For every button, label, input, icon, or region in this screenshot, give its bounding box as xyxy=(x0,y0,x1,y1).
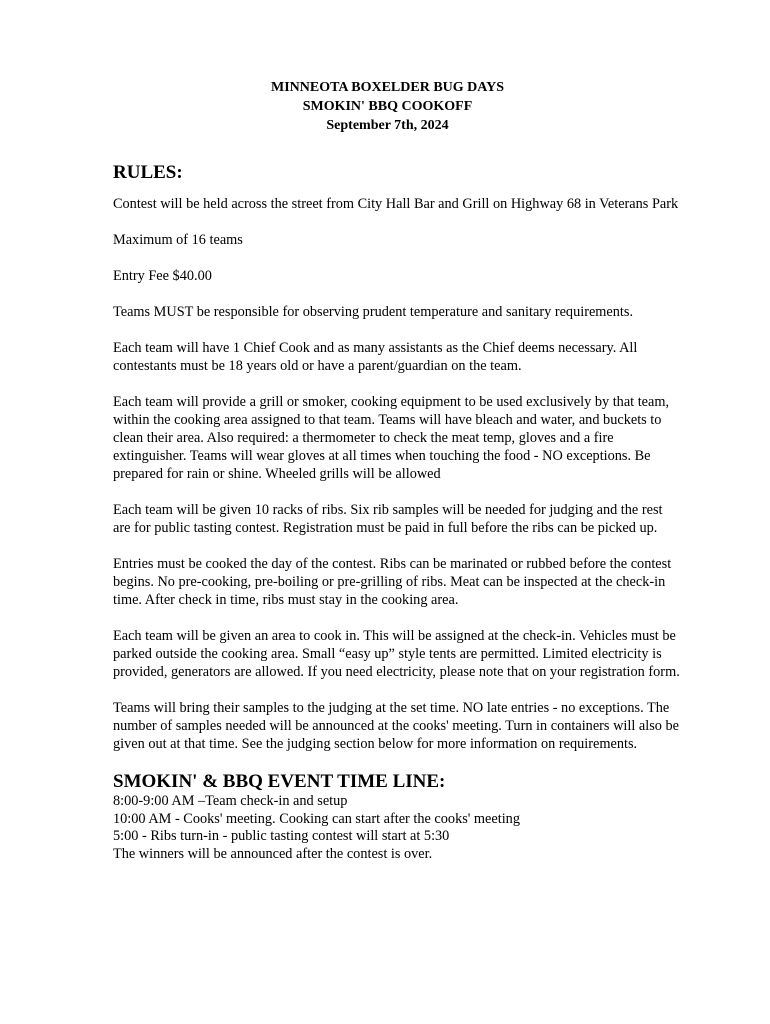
event-name: MINNEOTA BOXELDER BUG DAYS xyxy=(271,80,504,95)
rule-location: Contest will be held across the street from City Hall Bar and Grill on Highway 68 in Veterans Park xyxy=(113,196,679,212)
rule-sanitary: Teams MUST be responsible for observing prudent temperature and sanitary requirements. xyxy=(113,304,634,320)
rule-cooking-day: Entries must be cooked the day of the contest. Ribs can be marinated or rubbed before the contest begins. No pre-cooking, pre-boiling or pre-grilling of ribs. Meat can be inspected at the check-in time. After check in time, ribs must stay in the cooking area. xyxy=(113,556,672,608)
timeline-checkin: 8:00-9:00 AM –Team check-in and setup xyxy=(113,793,348,809)
event-subtitle: SMOKIN' BBQ COOKOFF xyxy=(302,99,473,114)
rule-samples: Teams will bring their samples to the judging at the set time. NO late entries - no exceptions. The number of samples needed will be announced at the cooks' meeting. Turn in containers will also be given out at that time. See the judging section below for more information on requirements. xyxy=(113,700,679,752)
rule-entry-fee: Entry Fee $40.00 xyxy=(113,268,212,284)
rule-equipment: Each team will provide a grill or smoker, cooking equipment to be used exclusively by that team, within the cooking area assigned to that team. Teams will have bleach and water, and buckets to clean their area. Also required: a thermometer to check the meat temp, gloves and a fire extinguisher. Teams will wear gloves at all times when touching the food - NO exceptions. Be prepared for rain or shine. Wheeled grills will be allowed xyxy=(113,394,670,482)
rule-max-teams: Maximum of 16 teams xyxy=(113,232,243,248)
rule-ribs: Each team will be given 10 racks of ribs. Six rib samples will be needed for judging and the rest are for public tasting contest. Registration must be paid in full before the ribs can be picked up. xyxy=(113,502,663,536)
rule-cooking-area: Each team will be given an area to cook in. This will be assigned at the check-in. Vehicles must be parked outside the cooking area. Small “easy up” style tents are permitted. Limited electricity is provided, generators are allowed. If you need electricity, please note that on your registration form. xyxy=(113,628,680,680)
rules-heading: RULES: xyxy=(113,162,183,183)
document-header xyxy=(93,78,682,135)
timeline-heading: SMOKIN' & BBQ EVENT TIME LINE: xyxy=(113,771,446,792)
timeline-winners: The winners will be announced after the contest is over. xyxy=(113,845,433,862)
timeline-meeting: 10:00 AM - Cooks' meeting. Cooking can start after the cooks' meeting xyxy=(113,810,520,827)
rule-chief-cook: Each team will have 1 Chief Cook and as many assistants as the Chief deems necessary. All contestants must be 18 years old or have a parent/guardian on the team. xyxy=(113,340,638,374)
timeline-turnin: 5:00 - Ribs turn-in - public tasting contest will start at 5:30 xyxy=(113,828,450,844)
event-date: September 7th, 2024 xyxy=(326,118,449,133)
